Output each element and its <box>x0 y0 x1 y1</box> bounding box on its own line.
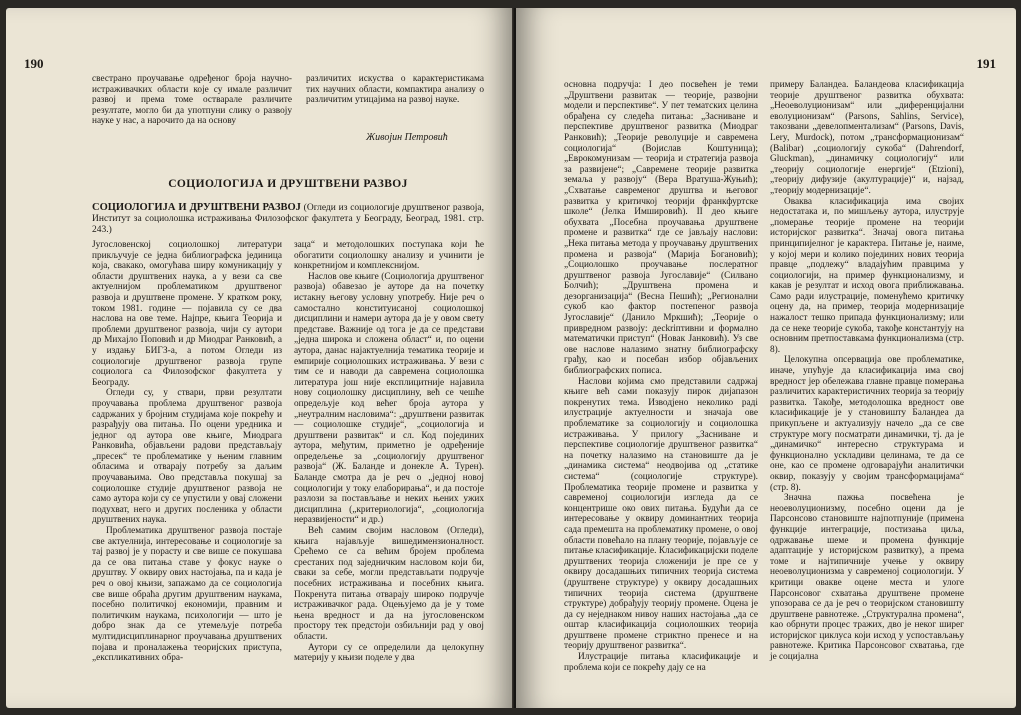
right-page <box>516 8 1016 708</box>
section-title: СОЦИОЛОГИЈА И ДРУШТВЕНИ РАЗВОЈ <box>168 178 408 190</box>
body-column-2 <box>294 240 484 664</box>
left-page <box>6 8 514 708</box>
body-column-1 <box>92 240 282 664</box>
author-signature: Живојин Петровић <box>366 132 448 143</box>
paragraph: Наслов ове књиге (Социологија друштвеног развоја) обавезао је ауторе да на почетку истакну његову условну употребу. Није реч о самостално конституисаној социолошкој дисциплини и намери аутора да је у овом свету представе. Важније од тога је да се представи „једна широка и сложена област“ и, по оцени аутора, данас најактуелнија тематика теорије и емпирије социолошких истраживања. У вези с тим се и наводи да савремена социолошка литература још није експлицитније најавила нову социолошку дисциплину, већ се чешће опредељује код већег броја аутора у „неутралним насловима“: „друштвени развитак — социолошке студије“, „социологија и друштвени развитак“ и сл. Код појединих аутора, међутим, приметно је одређеније опредељење за „социологију друштвеног развоја“ (Ж. Баланде и донекле А. Турен). Баланде смотра да је реч о „једној новој социологији у току елаборирања“, и да постоје разлози за постављање и неких њених ужих дисциплина („критериологија“, „социологија неразвијености“ и др.) <box>294 271 484 526</box>
paragraph: различитих искуства о карактеристикама тих научних области, компактира анализу о различитим утицајима на развој науке. <box>306 74 484 106</box>
review-heading <box>92 202 484 236</box>
page-number: 190 <box>24 56 44 71</box>
paragraph: примеру Баландеа. Баландеова класификација теорије друштвеног развитка обухвата: „Неоеволуционизам“ или „диференцијални еволуционизам“ (Parsons, Sahlins, Service), такозвани „девелопментализам“ (Parsons, Davis, Lery, Murdock), потом „трансформационизам“ (Balibar) „социологију сукоба“ (Dahrendorf, Gluckman), „динамичку социологију“ или „теорију социологије енергије“ (Etzioni), „теорију дифузије (акултурације)“ и, најзад, „теорију модернизације“. <box>770 80 964 196</box>
body-column-1 <box>564 80 758 673</box>
paragraph: Југословенској социолошкој литератури прикључује се једна библиографска јединица која, свакако, омогућава ширу комуникацију у области друштвених наука, а у вези са све актуелнијом проблематиком друштвеног развоја и друштвене промене. У кратком року, током 1981. године — појавила су се два наслова на ове теме. Најпре, књига Теорија и проблеми друштвеног развоја, чији су аутори др Михајло Поповић и др Миодраг Ранковић, а у издању БИГЗ-а, а потом Огледи из социологије друштвеног развоја групе социолога са Филозофског факултета у Београду. <box>92 240 282 388</box>
paragraph: свестрано проучавање одређеног броја научно-истраживачких области које су имале различит развој и према томе остварале различите резултате, могло би да употпуни слику о развоју науке у нас, а нарочито да на основу <box>92 74 292 127</box>
paragraph: Оваква класификација има својих недостатака и, по мишљењу аутора, илуструје „померање теорије промене на теорији историјског развитка“. Значај овога питања принципијелног је карактера. Питање је, наиме, у којој мери и колико појединих нових теорија правце „подлежу“ владајућим правцима у социологији, на пример функционализму, и какав је резултат и исход овога приближавања. Само ради илустрације, поменућемо критичку оцену да, на пример, теорија модернизације нажалост тешко припада функционализму; или да се неке теорије сукоба, такође константују на основним претпоставкама функционализма (стр. 8). <box>770 196 964 355</box>
paragraph: Наслови којима смо представили садржај књиге већ сами показују пирок дијапазон покренутих тема. Изводјено неколико радi илустрације актуелности и значаја ове проблематике за социологију и социолошка истраживања. У прилогу „Засниване и перспективе социологије друштвеног развитка“ на почетку налазимо на становиште да је „динамика система“ неодвојива од „статике система“ (социологије структуре). Проблематика теорије промене и развитка у савременој социологији изгледа да се концентрише око ових питања. Будући да се интересовање у оквиру доминантних теорија сада премешта на проблематику промене, о овој области повећало на плану теорије, појављује се питање класификације. Класификацијски поделе друштвених теорија сложенији је пре се у оквиру досадашњих типичних теорија система (друштвене структуре) у оквиру досадашњих типичних теорија система (друштвене структуре) добрађују теорију промене. Оцена је да су неједнаком нивоу наших настојања „да се оштар класификација социолошких теорија друштвене промене стриктно пренесе и на теорију друштвеног развитка“. <box>564 376 758 652</box>
page-number: 191 <box>976 56 996 71</box>
paragraph: Значна пажња посвећена је неоеволуционизму, посебно оцени да је Парсонсово становиште најпотпуније (примена функције интеграције, постизања циља, одржавање шеме и промена функције адаптације у историјском развитку), а према томе и најтипичније учење у оквиру неоеволуционизма у савременој социологији. У критици овакве оцене места и улоге Парсонсовог схватања друштвене промене упозорава се да је реч о теоријском становишту друштвене равнотеже. „Структурална промена“, као обрнути процес тражих, дво је неког ширег историјског циклуса који исход у успостављању равнотеже. Критика Парсонсовог схватања, где је социјална <box>770 493 964 663</box>
body-column-2 <box>770 80 964 663</box>
top-column-1 <box>92 74 292 127</box>
paragraph: Аутори су се определили да целокупну материју у књизи поделе у два <box>294 642 484 664</box>
paragraph: основна подручја: I део посвећен је теми „Друштвени развитак — теорије, развојни модели и перспективе“. У пет тематских целина обрађена су следећа питања: „Засниване и перспективе друштвеног развитка (Миодраг Ранковић); „Теорије револуције и савремена социологија“ (Војислав Коштуница); „Еврокомунизам — теорија и стратегија развоја за развијене“; „Савремене теорије развитка земаља у развоју“ (Вера Вратуша-Жуњић); „Схватање савременог друштва и његовог развитка у критичкој теорији франкфуртске школе“ (Јелка Имшировић). II део књиге обухвата „Посебна проучавања друштвене промене и развитка“ где се јављају наслови: „Нека питања метода у проучавању друштвених промена и развоја“ (Марија Богановић); „Социолошко проучавање послератног друштвеног развоја Југославије“ (Силвано Болчић); „Друштвена промена и дезорганизација“ (Весна Пешић); „Регионални сукоб као фактор постепеног развоја Југославије“ (Данило Мркшић); „Теорије о привредном развоју: десkriптивни и формално математички приступ“ (Новак Јанковић). Уз све ове наслове налазимо знатну библиографску грађу, као и посебан избор објављених библиографских пописа. <box>564 80 758 377</box>
review-title: СОЦИОЛОГИЈА И ДРУШТВЕНИ РАЗВОЈ <box>92 202 301 213</box>
paragraph: Илустрације питања класификације и проблема који се покрећу дају се на <box>564 652 758 673</box>
paragraph: Целокупна опсервација ове проблематике, иначе, упућује да класификација има свој вредност јер обележава главне правце померања различитих карактеристичних теорија за теорију развитка. Такође, методолошка вредност ове класификације је у становишту Баландеа да прикупљене и актуализују начело „да се све структуре могу посматрати динамички, тј. да је „динамичко“ интересно структурама и функционално ускладиви целинама, те да се оне, као се промене одговарајући аналитички оквир, показују у својим трансформацијама“ (стр. 8). <box>770 355 964 493</box>
paragraph: Огледи су, у ствари, први резултати проучавања проблема друштвеног развоја садржаних у бројним студијама које покрећу и разрађују ова питања. По оцени уредника и једног од аутора ове књиге, Миодрага Ранковића, објављени радови представљају „пресек“ те проблематике у њеним главним обласима и отварају потребу за даљим проучавањима. Ово представља покушај за социолошке студије друштвеног развоја не само аутора који су се упустили у овај сложени подухват, него и других посленика у области друштвених наука. <box>92 388 282 526</box>
review-details: (Огледи из социологије друштвеног развоја, Институт за социолошка истраживања Филозофског факултета у Београду, Београд, 1981. стр. 243.) <box>92 203 484 235</box>
paragraph: Проблематика друштвеног развоја постаје све актуелнија, интересовање и социологије за тај развој је у порасту и све више се покушава да се ова питања ставе у фокус науке о друштву. У оквиру ових настојања, па и када је реч о овој књизи, запажамо да се социологија све више обраћа другим друштвеним наукама, посебно политичкој економији, правним и политичким наукама, психологији — што је добро знак да се утемељује потреба мултидисциплинарног проучавања друштвених појава и проналажења теоријских приступа, „експликативних обра- <box>92 526 282 664</box>
paragraph: Већ самим својим насловом (Огледи), књига најављује вишедимензионалност. Срећемо се са већим бројем проблема срестаних под заједничким насловом који би, свaки за себе, могли представљати подручје посебних истраживања и посебних књига. Покренута питања отварају широко подручје истраживачког рада. Оцењујемо да је у томе њена вредност и да на југословенском простору тек предстоји озбиљнији рад у овој области. <box>294 526 484 642</box>
paragraph: заца“ и методолошких поступака који ће обогатити социолошку анализу и учинити је конкретнијом и комплекснијом. <box>294 240 484 272</box>
top-column-2 <box>306 74 484 106</box>
